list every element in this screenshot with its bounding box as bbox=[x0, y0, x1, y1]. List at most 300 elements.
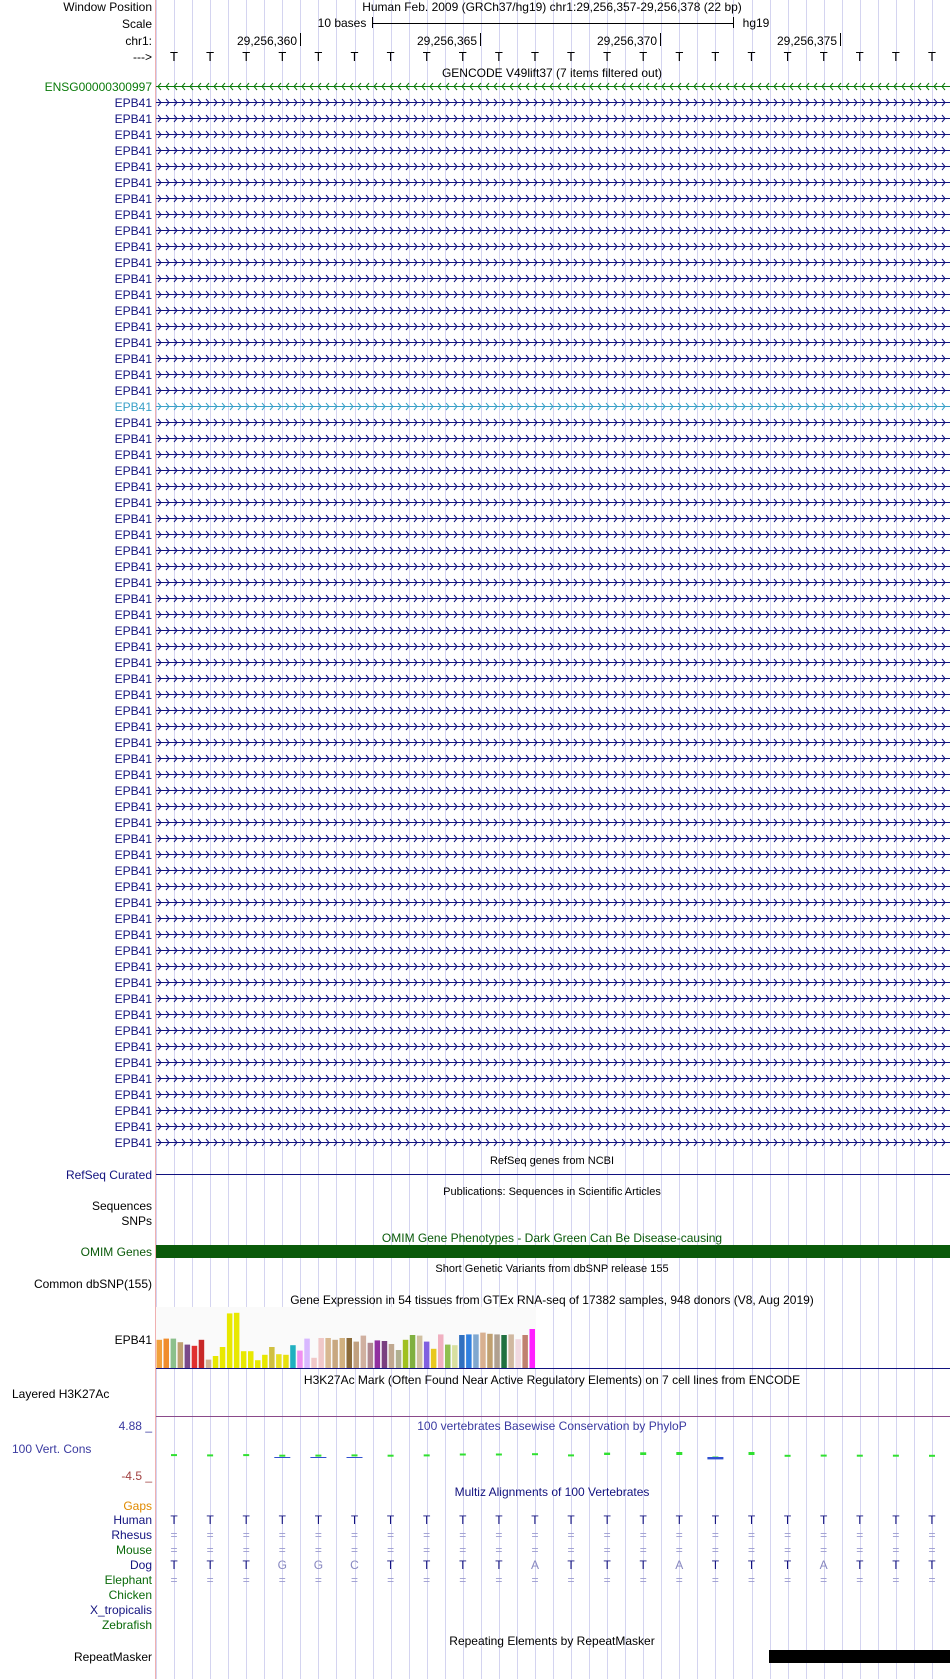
transcript-label[interactable]: EPB41 bbox=[114, 176, 152, 190]
base-letter: T bbox=[458, 49, 467, 64]
transcript-label[interactable]: EPB41 bbox=[114, 432, 152, 446]
transcript-label[interactable]: EPB41 bbox=[114, 96, 152, 110]
repeatmasker-element[interactable] bbox=[769, 1650, 950, 1663]
alignment-base: = bbox=[892, 1573, 900, 1587]
strand-arrows bbox=[156, 192, 950, 206]
gtex-tissue-bar[interactable] bbox=[325, 1338, 331, 1368]
alignment-base: T bbox=[350, 1513, 359, 1527]
alignment-base: = bbox=[495, 1528, 503, 1542]
gtex-tissue-bar[interactable] bbox=[178, 1342, 184, 1368]
gtex-tissue-bar[interactable] bbox=[459, 1335, 465, 1368]
transcript-label[interactable]: EPB41 bbox=[114, 592, 152, 606]
transcript-label[interactable]: EPB41 bbox=[114, 688, 152, 702]
gtex-tissue-bar[interactable] bbox=[185, 1345, 191, 1368]
gtex-tissue-bar[interactable] bbox=[311, 1358, 317, 1368]
conservation-negative-mark[interactable] bbox=[274, 1457, 290, 1458]
h3k27ac-label[interactable]: Layered H3K27Ac bbox=[12, 1387, 110, 1401]
alignment-base: = bbox=[531, 1543, 539, 1557]
gtex-tissue-bar[interactable] bbox=[410, 1335, 416, 1368]
strand-arrows bbox=[156, 768, 950, 782]
alignment-base: = bbox=[459, 1573, 467, 1587]
refseq-title: RefSeq genes from NCBI bbox=[489, 1155, 615, 1167]
transcript-label[interactable]: EPB41 bbox=[114, 304, 152, 318]
transcript-label[interactable]: EPB41 bbox=[114, 560, 152, 574]
base-letter: T bbox=[783, 49, 792, 64]
alignment-base: = bbox=[531, 1528, 539, 1542]
alignment-base: T bbox=[747, 1558, 756, 1572]
conservation-score-mark[interactable] bbox=[496, 1454, 502, 1456]
gtex-tissue-bar[interactable] bbox=[340, 1338, 346, 1368]
transcript-label[interactable]: EPB41 bbox=[114, 368, 152, 382]
strand-arrow-path bbox=[158, 723, 945, 730]
transcript-label[interactable]: EPB41 bbox=[114, 576, 152, 590]
conservation-score-mark[interactable] bbox=[207, 1454, 213, 1456]
species-label[interactable]: Human bbox=[113, 1513, 152, 1527]
conservation-score-mark[interactable] bbox=[171, 1454, 177, 1456]
strand-arrows bbox=[156, 720, 950, 734]
strand-arrows bbox=[156, 800, 950, 814]
conservation-score-mark[interactable] bbox=[821, 1455, 827, 1457]
dbsnp-label[interactable]: Common dbSNP(155) bbox=[33, 1277, 152, 1291]
gtex-tissue-bar[interactable] bbox=[480, 1333, 486, 1368]
transcript-label[interactable]: EPB41 bbox=[114, 224, 152, 238]
transcript-label[interactable]: EPB41 bbox=[114, 544, 152, 558]
strand-arrow-path bbox=[158, 1027, 945, 1034]
strand-arrows bbox=[156, 160, 950, 174]
transcript-label[interactable]: EPB41 bbox=[114, 288, 152, 302]
coord-label-1: 29,256,360 bbox=[236, 34, 298, 48]
transcript-label[interactable]: EPB41 bbox=[114, 496, 152, 510]
scale-label: Scale bbox=[121, 17, 152, 31]
gtex-tissue-bar[interactable] bbox=[157, 1340, 163, 1368]
gtex-tissue-bar[interactable] bbox=[431, 1349, 437, 1368]
transcript-label[interactable]: EPB41 bbox=[114, 336, 152, 350]
conservation-score-mark[interactable] bbox=[604, 1453, 610, 1455]
transcript-label[interactable]: EPB41 bbox=[114, 464, 152, 478]
transcript-label[interactable]: EPB41 bbox=[114, 1056, 152, 1070]
gtex-tissue-bar[interactable] bbox=[501, 1335, 507, 1368]
transcript-label[interactable]: EPB41 bbox=[114, 320, 152, 334]
gtex-tissue-bar[interactable] bbox=[494, 1334, 500, 1368]
alignment-base: = bbox=[170, 1573, 178, 1587]
gtex-tissue-bar[interactable] bbox=[213, 1356, 219, 1368]
strand-arrows bbox=[156, 496, 950, 510]
base-letter: T bbox=[855, 49, 864, 64]
conservation-score-mark[interactable] bbox=[785, 1455, 791, 1457]
conservation-score-mark[interactable] bbox=[749, 1452, 755, 1455]
gtex-tissue-bar[interactable] bbox=[361, 1336, 367, 1368]
ensg-label[interactable]: ENSG00000300997 bbox=[44, 80, 152, 94]
conservation-score-mark[interactable] bbox=[315, 1455, 321, 1457]
strand-arrows bbox=[156, 1136, 950, 1150]
strand-arrow-path bbox=[158, 595, 945, 602]
conservation-score-mark[interactable] bbox=[352, 1454, 358, 1456]
transcript-label[interactable]: EPB41 bbox=[114, 896, 152, 910]
strand-arrow-path bbox=[158, 387, 945, 394]
conservation-negative-mark[interactable] bbox=[310, 1457, 326, 1458]
transcript-label[interactable]: EPB41 bbox=[114, 656, 152, 670]
strand-arrows bbox=[156, 256, 950, 270]
conservation-score-mark[interactable] bbox=[279, 1455, 285, 1457]
gtex-tissue-bar[interactable] bbox=[276, 1354, 282, 1368]
strand-arrows bbox=[156, 288, 950, 302]
alignment-base: T bbox=[242, 1558, 250, 1572]
strand-arrows bbox=[156, 864, 950, 878]
alignment-base: T bbox=[928, 1513, 936, 1527]
conservation-score-mark[interactable] bbox=[893, 1455, 899, 1457]
species-label[interactable]: Rhesus bbox=[111, 1528, 152, 1542]
strand-arrows bbox=[156, 400, 950, 414]
scale-text: 10 bases bbox=[317, 16, 367, 30]
conservation-score-mark[interactable] bbox=[857, 1455, 863, 1457]
species-label[interactable]: Elephant bbox=[104, 1573, 152, 1587]
gtex-tissue-bar[interactable] bbox=[354, 1342, 360, 1368]
transcript-label[interactable]: EPB41 bbox=[114, 736, 152, 750]
omim-label[interactable]: OMIM Genes bbox=[80, 1245, 152, 1259]
alignment-base: = bbox=[711, 1528, 719, 1542]
gtex-tissue-bar[interactable] bbox=[220, 1347, 226, 1368]
strand-arrow-path bbox=[158, 291, 945, 298]
base-letter: T bbox=[639, 49, 648, 64]
strand-arrow-path bbox=[158, 499, 945, 506]
transcript-label[interactable]: EPB41 bbox=[114, 272, 152, 286]
gtex-tissue-bar[interactable] bbox=[396, 1350, 402, 1368]
alignment-base: T bbox=[170, 1558, 178, 1572]
strand-arrow-path bbox=[158, 1075, 945, 1082]
alignment-base: = bbox=[711, 1573, 719, 1587]
strand-arrow-path bbox=[158, 403, 945, 410]
gtex-tissue-bar[interactable] bbox=[234, 1313, 240, 1368]
refseq-track[interactable] bbox=[156, 1174, 950, 1175]
gtex-tissue-bar[interactable] bbox=[515, 1339, 521, 1368]
strand-arrow-path bbox=[158, 883, 945, 890]
alignment-base: = bbox=[784, 1528, 792, 1542]
alignment-base: T bbox=[459, 1558, 467, 1572]
gtex-tissue-bar[interactable] bbox=[403, 1340, 409, 1368]
strand-arrow-path bbox=[158, 355, 945, 362]
transcript-label[interactable]: EPB41 bbox=[114, 608, 152, 622]
gtex-tissue-bar[interactable] bbox=[318, 1338, 324, 1368]
strand-arrow-path bbox=[158, 611, 945, 618]
gtex-tissue-bar[interactable] bbox=[487, 1334, 493, 1368]
strand-arrows bbox=[156, 912, 950, 926]
conservation-score-mark[interactable] bbox=[460, 1454, 466, 1456]
alignment-base: = bbox=[423, 1573, 431, 1587]
transcript-label[interactable]: EPB41 bbox=[114, 752, 152, 766]
transcript-label[interactable]: EPB41 bbox=[114, 1088, 152, 1102]
alignment-base: = bbox=[639, 1528, 647, 1542]
transcript-label[interactable]: EPB41 bbox=[114, 512, 152, 526]
strand-arrows bbox=[156, 560, 950, 574]
strand-arrow-path bbox=[158, 995, 945, 1002]
base-letter: T bbox=[530, 49, 539, 64]
strand-arrows bbox=[156, 976, 950, 990]
conservation-score-mark[interactable] bbox=[640, 1452, 646, 1455]
base-letter: T bbox=[819, 49, 828, 64]
gtex-tissue-bar[interactable] bbox=[332, 1340, 338, 1368]
strand-arrows bbox=[156, 592, 950, 606]
strand-arrow-path bbox=[158, 1091, 945, 1098]
transcript-label[interactable]: EPB41 bbox=[114, 192, 152, 206]
transcript-label[interactable]: EPB41 bbox=[114, 832, 152, 846]
transcript-label[interactable]: EPB41 bbox=[114, 624, 152, 638]
gtex-tissue-bar[interactable] bbox=[283, 1355, 289, 1368]
omim-bar[interactable] bbox=[156, 1245, 950, 1258]
alignment-base: = bbox=[495, 1543, 503, 1557]
base-letter: T bbox=[206, 49, 215, 64]
strand-arrows bbox=[156, 1072, 950, 1086]
alignment-base: = bbox=[242, 1543, 250, 1557]
gtex-tissue-bar[interactable] bbox=[248, 1351, 254, 1368]
strand-arrow-path bbox=[158, 435, 945, 442]
gtex-tissue-bar[interactable] bbox=[262, 1355, 268, 1368]
strand-arrows bbox=[156, 208, 950, 222]
transcript-label[interactable]: EPB41 bbox=[114, 448, 152, 462]
alignment-base: A bbox=[675, 1558, 684, 1572]
gtex-tissue-bar[interactable] bbox=[438, 1334, 444, 1368]
publications-snps-label[interactable]: SNPs bbox=[121, 1214, 152, 1228]
alignment-base: T bbox=[783, 1513, 792, 1527]
strand-arrow-path bbox=[158, 867, 945, 874]
transcript-label[interactable]: EPB41 bbox=[114, 128, 152, 142]
strand-arrow-path bbox=[158, 467, 945, 474]
transcript-label[interactable]: EPB41 bbox=[114, 1120, 152, 1134]
strand-arrow-path bbox=[158, 531, 945, 538]
alignment-base: A bbox=[819, 1558, 828, 1572]
species-label[interactable]: Mouse bbox=[115, 1543, 152, 1557]
gtex-tissue-bar[interactable] bbox=[269, 1347, 275, 1368]
conservation-max: 4.88 _ bbox=[118, 1419, 152, 1433]
strand-arrows bbox=[156, 1088, 950, 1102]
conservation-negative-mark[interactable] bbox=[707, 1457, 723, 1459]
gtex-tissue-bar[interactable] bbox=[522, 1335, 528, 1368]
alignment-base: T bbox=[820, 1513, 828, 1527]
alignment-base: = bbox=[784, 1573, 792, 1587]
transcript-label[interactable]: EPB41 bbox=[114, 416, 152, 430]
conservation-title: 100 vertebrates Basewise Conservation by PhyloP bbox=[417, 1419, 687, 1433]
alignment-base: = bbox=[675, 1573, 683, 1587]
strand-arrows bbox=[156, 896, 950, 910]
alignment-base: = bbox=[928, 1543, 936, 1557]
transcript-label[interactable]: EPB41 bbox=[114, 672, 152, 686]
strand-arrows bbox=[156, 384, 950, 398]
alignment-base: = bbox=[170, 1543, 178, 1557]
publications-title: Publications: Sequences in Scientific Articles bbox=[443, 1186, 661, 1198]
alignment-base: G bbox=[277, 1558, 287, 1572]
base-letter: T bbox=[567, 49, 576, 64]
repeatmasker-label[interactable]: RepeatMasker bbox=[73, 1650, 152, 1664]
gtex-tissue-bar[interactable] bbox=[473, 1334, 479, 1368]
transcript-label[interactable]: EPB41 bbox=[114, 640, 152, 654]
gtex-tissue-bar[interactable] bbox=[290, 1345, 296, 1368]
strand-arrows bbox=[156, 944, 950, 958]
conservation-label[interactable]: 100 Vert. Cons bbox=[12, 1442, 92, 1456]
transcript-label[interactable]: EPB41 bbox=[114, 112, 152, 126]
alignment-base: = bbox=[206, 1543, 214, 1557]
gtex-tissue-bar[interactable] bbox=[368, 1343, 374, 1368]
strand-arrows bbox=[156, 448, 950, 462]
gtex-tissue-bar[interactable] bbox=[424, 1342, 430, 1368]
publications-sequences-label[interactable]: Sequences bbox=[91, 1199, 152, 1213]
strand-arrows bbox=[156, 528, 950, 542]
transcript-label[interactable]: EPB41 bbox=[114, 880, 152, 894]
transcript-label[interactable]: EPB41 bbox=[114, 256, 152, 270]
alignment-base: T bbox=[603, 1558, 611, 1572]
strand-arrow-path bbox=[158, 579, 945, 586]
refseq-label[interactable]: RefSeq Curated bbox=[65, 1168, 152, 1182]
gtex-tissue-bar[interactable] bbox=[227, 1313, 233, 1368]
gtex-tissue-bar[interactable] bbox=[389, 1344, 395, 1368]
gtex-tissue-bar[interactable] bbox=[297, 1351, 303, 1368]
transcript-label[interactable]: EPB41 bbox=[114, 720, 152, 734]
base-letter: T bbox=[603, 49, 612, 64]
transcript-label[interactable]: EPB41 bbox=[114, 1136, 152, 1150]
species-label[interactable]: Chicken bbox=[108, 1588, 152, 1602]
alignment-base: T bbox=[928, 1558, 936, 1572]
transcript-label[interactable]: EPB41 bbox=[114, 1072, 152, 1086]
chrom-label: chr1: bbox=[125, 34, 152, 48]
strand-arrows bbox=[156, 240, 950, 254]
h3k27ac-track[interactable] bbox=[156, 1416, 950, 1417]
base-letter: T bbox=[350, 49, 359, 64]
gtex-tissue-bar[interactable] bbox=[347, 1338, 353, 1368]
transcript-label[interactable]: EPB41 bbox=[114, 928, 152, 942]
conservation-score-mark[interactable] bbox=[676, 1452, 682, 1455]
alignment-base: G bbox=[313, 1558, 324, 1572]
strand-arrow-path bbox=[158, 851, 945, 858]
gtex-tissue-bar[interactable] bbox=[508, 1334, 514, 1368]
species-label[interactable]: Dog bbox=[129, 1558, 152, 1572]
gtex-tissue-bar[interactable] bbox=[199, 1340, 205, 1368]
alignment-base: = bbox=[928, 1528, 936, 1542]
transcript-label[interactable]: EPB41 bbox=[114, 912, 152, 926]
gtex-baseline bbox=[156, 1368, 950, 1369]
transcript-label[interactable]: EPB41 bbox=[114, 816, 152, 830]
alignment-base: = bbox=[242, 1573, 250, 1587]
transcript-label[interactable]: EPB41 bbox=[114, 1040, 152, 1054]
gtex-tissue-bar[interactable] bbox=[445, 1345, 451, 1368]
alignment-base: = bbox=[747, 1528, 756, 1542]
gtex-tissue-bar[interactable] bbox=[241, 1351, 247, 1368]
transcript-label[interactable]: EPB41 bbox=[114, 144, 152, 158]
strand-arrow-path bbox=[158, 899, 945, 906]
conservation-negative-mark[interactable] bbox=[347, 1457, 363, 1458]
strand-arrow-path bbox=[158, 1011, 945, 1018]
strand-arrow-path bbox=[158, 147, 945, 154]
strand-arrow-path bbox=[158, 515, 945, 522]
alignment-base: T bbox=[856, 1513, 864, 1527]
transcript-label[interactable]: EPB41 bbox=[114, 352, 152, 366]
alignment-base: = bbox=[459, 1543, 467, 1557]
conservation-score-mark[interactable] bbox=[568, 1454, 574, 1456]
base-letter: T bbox=[170, 49, 179, 64]
strand-arrow-path bbox=[158, 803, 945, 810]
transcript-label[interactable]: EPB41 bbox=[114, 976, 152, 990]
alignment-base: T bbox=[675, 1513, 683, 1527]
gtex-tissue-bar[interactable] bbox=[206, 1360, 212, 1368]
conservation-score-mark[interactable] bbox=[929, 1455, 935, 1457]
gtex-tissue-bar[interactable] bbox=[255, 1360, 261, 1368]
base-letter: T bbox=[278, 49, 287, 64]
conservation-score-mark[interactable] bbox=[243, 1454, 249, 1456]
alignment-base: = bbox=[314, 1573, 322, 1587]
transcript-label[interactable]: EPB41 bbox=[114, 944, 152, 958]
strand-arrow-path bbox=[158, 339, 945, 346]
transcript-label[interactable]: EPB41 bbox=[114, 1008, 152, 1022]
alignment-base: = bbox=[928, 1573, 936, 1587]
gtex-tissue-bar[interactable] bbox=[382, 1341, 388, 1368]
strand-arrows bbox=[156, 352, 950, 366]
gtex-tissue-bar[interactable] bbox=[375, 1340, 381, 1368]
strand-arrows bbox=[156, 672, 950, 686]
strand-arrows bbox=[156, 656, 950, 670]
conservation-score-mark[interactable] bbox=[388, 1455, 394, 1457]
strand-arrows bbox=[156, 1056, 950, 1070]
strand-arrows bbox=[156, 1008, 950, 1022]
strand-arrows bbox=[156, 1040, 950, 1054]
transcript-label[interactable]: EPB41 bbox=[114, 960, 152, 974]
transcript-label[interactable]: EPB41 bbox=[114, 992, 152, 1006]
gtex-tissue-bar[interactable] bbox=[171, 1339, 177, 1368]
alignment-base: T bbox=[495, 1558, 503, 1572]
transcript-label[interactable]: EPB41 bbox=[114, 528, 152, 542]
transcript-label[interactable]: EPB41 bbox=[114, 704, 152, 718]
base-letter: T bbox=[747, 49, 756, 64]
species-label[interactable]: X_tropicalis bbox=[89, 1603, 152, 1617]
transcript-label[interactable]: EPB41 bbox=[114, 160, 152, 174]
transcript-label[interactable]: EPB41 bbox=[114, 384, 152, 398]
alignment-base: = bbox=[314, 1528, 322, 1542]
transcript-label[interactable]: EPB41 bbox=[114, 848, 152, 862]
strand-arrows bbox=[156, 816, 950, 830]
alignment-base: = bbox=[820, 1573, 828, 1587]
conservation-plot[interactable] bbox=[156, 1440, 950, 1470]
multiz-gaps-label[interactable]: Gaps bbox=[123, 1499, 152, 1513]
alignment-base: T bbox=[639, 1558, 647, 1572]
transcript-label[interactable]: EPB41 bbox=[114, 480, 152, 494]
conservation-score-mark[interactable] bbox=[424, 1454, 430, 1456]
gtex-label[interactable]: EPB41 bbox=[114, 1333, 152, 1347]
transcript-label[interactable]: EPB41 bbox=[114, 800, 152, 814]
strand-arrows bbox=[156, 128, 950, 142]
strand-arrows bbox=[156, 368, 950, 382]
conservation-score-mark[interactable] bbox=[532, 1453, 538, 1455]
alignment-base: T bbox=[459, 1513, 467, 1527]
transcript-label[interactable]: EPB41 bbox=[114, 1024, 152, 1038]
transcript-label[interactable]: EPB41 bbox=[114, 864, 152, 878]
transcript-label[interactable]: EPB41 bbox=[114, 784, 152, 798]
gtex-tissue-bar[interactable] bbox=[304, 1339, 310, 1368]
gtex-tissue-bar[interactable] bbox=[192, 1346, 198, 1368]
transcript-label[interactable]: EPB41 bbox=[114, 208, 152, 222]
gtex-tissue-bar[interactable] bbox=[530, 1329, 536, 1368]
strand-arrows bbox=[156, 432, 950, 446]
h3k27ac-title: H3K27Ac Mark (Often Found Near Active Regulatory Elements) on 7 cell lines from ENCODE bbox=[303, 1373, 801, 1387]
gtex-tissue-bar[interactable] bbox=[164, 1339, 170, 1368]
gtex-tissue-bar[interactable] bbox=[452, 1345, 458, 1368]
transcript-label[interactable]: EPB41 bbox=[114, 400, 152, 414]
gtex-tissue-bar[interactable] bbox=[466, 1334, 472, 1368]
transcript-label[interactable]: EPB41 bbox=[114, 1104, 152, 1118]
gtex-bar-chart[interactable] bbox=[156, 1307, 536, 1369]
gtex-tissue-bar[interactable] bbox=[417, 1336, 423, 1368]
alignment-base: = bbox=[423, 1528, 431, 1542]
alignment-base: = bbox=[387, 1573, 395, 1587]
transcript-label[interactable]: EPB41 bbox=[114, 240, 152, 254]
strand-arrows bbox=[156, 416, 950, 430]
transcript-label[interactable]: EPB41 bbox=[114, 768, 152, 782]
species-label[interactable]: Zebrafish bbox=[101, 1618, 152, 1632]
